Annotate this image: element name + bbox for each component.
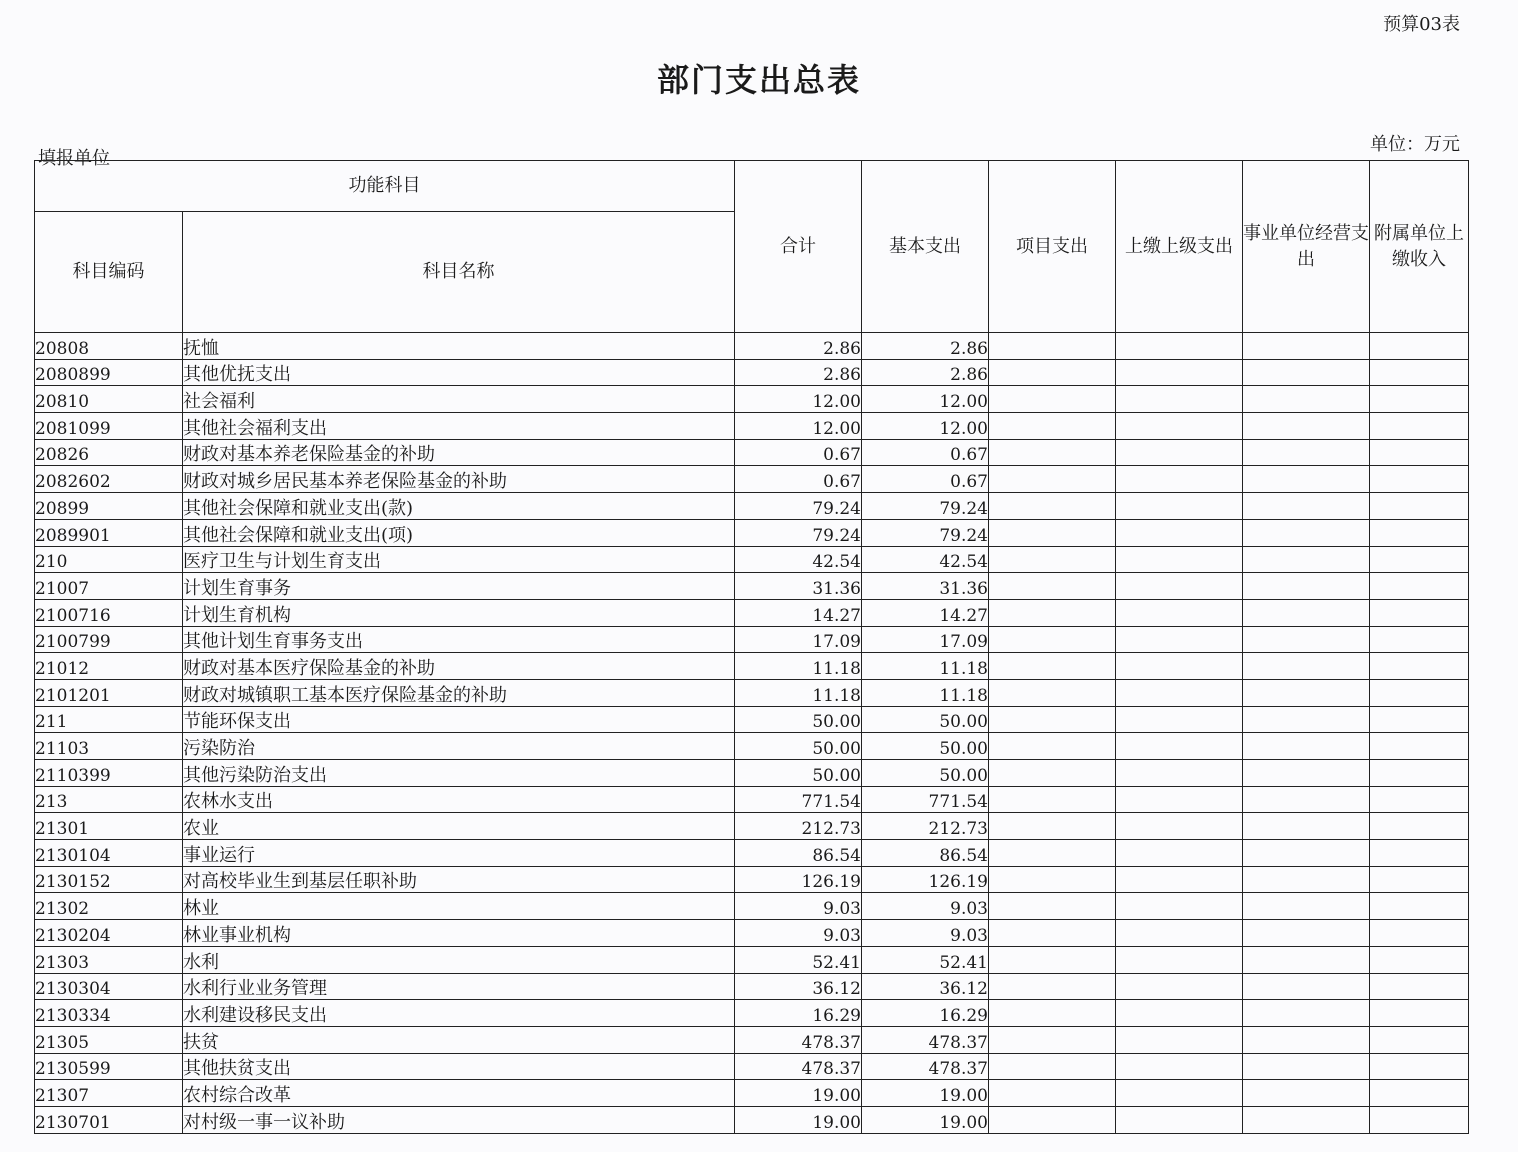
subject-code-cell: 20810 [35,386,183,413]
table-row [35,840,1469,867]
table-row [35,866,1469,893]
subunit-remittance-cell [1370,866,1469,893]
subject-code-cell: 20808 [35,333,183,360]
project-expenditure-cell [989,653,1116,680]
basic-expenditure-cell: 212.73 [862,813,989,840]
subject-code-cell: 2130204 [35,920,183,947]
business-expenditure-cell [1243,359,1370,386]
subject-name-cell: 节能环保支出 [183,706,735,733]
table-row [35,1106,1469,1133]
basic-expenditure-cell: 14.27 [862,599,989,626]
table-row [35,466,1469,493]
table-row [35,653,1469,680]
table-row [35,920,1469,947]
subject-name-cell: 污染防治 [183,733,735,760]
page-title: 部门支出总表 [656,61,861,99]
project-expenditure-cell [989,493,1116,520]
business-expenditure-cell [1243,519,1370,546]
table-row [35,599,1469,626]
form-number: 预算03表 [1383,14,1460,35]
project-expenditure-cell [989,333,1116,360]
basic-expenditure-cell: 478.37 [862,1053,989,1080]
total-cell: 11.18 [735,653,862,680]
basic-expenditure-cell: 79.24 [862,493,989,520]
subject-name-cell: 其他社会保障和就业支出(项) [183,519,735,546]
header-subject-name: 科目名称 [183,212,735,333]
basic-expenditure-cell: 9.03 [862,920,989,947]
header-project-expenditure: 项目支出 [989,161,1116,333]
unit-label: 单位：万元 [1370,134,1460,155]
subject-name-cell: 农业 [183,813,735,840]
basic-expenditure-cell: 771.54 [862,786,989,813]
upper-remittance-cell [1116,1026,1243,1053]
header-subject-code: 科目编码 [35,212,183,333]
subject-name-cell: 对村级一事一议补助 [183,1106,735,1133]
business-expenditure-cell [1243,626,1370,653]
business-expenditure-cell [1243,893,1370,920]
table-row [35,1026,1469,1053]
subunit-remittance-cell [1370,519,1469,546]
upper-remittance-cell [1116,679,1243,706]
subject-name-cell: 医疗卫生与计划生育支出 [183,546,735,573]
subject-code-cell: 2130701 [35,1106,183,1133]
total-cell: 19.00 [735,1080,862,1107]
subject-code-cell: 213 [35,786,183,813]
business-expenditure-cell [1243,599,1370,626]
upper-remittance-cell [1116,1080,1243,1107]
business-expenditure-cell [1243,493,1370,520]
upper-remittance-cell [1116,706,1243,733]
subject-code-cell: 21305 [35,1026,183,1053]
basic-expenditure-cell: 19.00 [862,1080,989,1107]
upper-remittance-cell [1116,519,1243,546]
project-expenditure-cell [989,386,1116,413]
business-expenditure-cell [1243,1026,1370,1053]
total-cell: 52.41 [735,946,862,973]
basic-expenditure-cell: 31.36 [862,573,989,600]
project-expenditure-cell [989,733,1116,760]
total-cell: 86.54 [735,840,862,867]
table-row [35,493,1469,520]
business-expenditure-cell [1243,386,1370,413]
upper-remittance-cell [1116,546,1243,573]
subject-name-cell: 社会福利 [183,386,735,413]
subject-code-cell: 21307 [35,1080,183,1107]
subject-code-cell: 21007 [35,573,183,600]
project-expenditure-cell [989,626,1116,653]
upper-remittance-cell [1116,439,1243,466]
business-expenditure-cell [1243,333,1370,360]
table-row [35,546,1469,573]
business-expenditure-cell [1243,546,1370,573]
project-expenditure-cell [989,1106,1116,1133]
upper-remittance-cell [1116,466,1243,493]
total-cell: 50.00 [735,706,862,733]
subject-code-cell: 21302 [35,893,183,920]
subunit-remittance-cell [1370,386,1469,413]
table-row [35,786,1469,813]
upper-remittance-cell [1116,1106,1243,1133]
subject-name-cell: 其他社会福利支出 [183,413,735,440]
subunit-remittance-cell [1370,1000,1469,1027]
subject-code-cell: 2082602 [35,466,183,493]
subject-code-cell: 2130104 [35,840,183,867]
upper-remittance-cell [1116,386,1243,413]
business-expenditure-cell [1243,653,1370,680]
basic-expenditure-cell: 36.12 [862,973,989,1000]
total-cell: 11.18 [735,679,862,706]
business-expenditure-cell [1243,706,1370,733]
subject-code-cell: 211 [35,706,183,733]
business-expenditure-cell [1243,973,1370,1000]
subject-code-cell: 2089901 [35,519,183,546]
table-row [35,813,1469,840]
business-expenditure-cell [1243,573,1370,600]
business-expenditure-cell [1243,1053,1370,1080]
subject-name-cell: 其他社会保障和就业支出(款) [183,493,735,520]
basic-expenditure-cell: 9.03 [862,893,989,920]
basic-expenditure-cell: 42.54 [862,546,989,573]
total-cell: 19.00 [735,1106,862,1133]
project-expenditure-cell [989,519,1116,546]
subunit-remittance-cell [1370,546,1469,573]
upper-remittance-cell [1116,493,1243,520]
subject-code-cell: 2100799 [35,626,183,653]
project-expenditure-cell [989,706,1116,733]
subunit-remittance-cell [1370,653,1469,680]
header-basic-expenditure: 基本支出 [862,161,989,333]
subunit-remittance-cell [1370,813,1469,840]
header-function-subject: 功能科目 [35,161,735,212]
subunit-remittance-cell [1370,599,1469,626]
table-row [35,359,1469,386]
table-row [35,386,1469,413]
upper-remittance-cell [1116,946,1243,973]
total-cell: 17.09 [735,626,862,653]
subject-code-cell: 210 [35,546,183,573]
table-row [35,413,1469,440]
business-expenditure-cell [1243,813,1370,840]
business-expenditure-cell [1243,1000,1370,1027]
subject-code-cell: 2110399 [35,760,183,787]
total-cell: 79.24 [735,493,862,520]
subunit-remittance-cell [1370,893,1469,920]
subject-name-cell: 计划生育事务 [183,573,735,600]
upper-remittance-cell [1116,973,1243,1000]
total-cell: 50.00 [735,733,862,760]
project-expenditure-cell [989,973,1116,1000]
project-expenditure-cell [989,546,1116,573]
subject-code-cell: 2130304 [35,973,183,1000]
business-expenditure-cell [1243,1106,1370,1133]
project-expenditure-cell [989,1000,1116,1027]
table-row [35,973,1469,1000]
total-cell: 50.00 [735,760,862,787]
expenditure-table [34,160,1469,1134]
total-cell: 2.86 [735,333,862,360]
total-cell: 478.37 [735,1053,862,1080]
total-cell: 9.03 [735,893,862,920]
table-row [35,333,1469,360]
subunit-remittance-cell [1370,920,1469,947]
total-cell: 9.03 [735,920,862,947]
project-expenditure-cell [989,599,1116,626]
subunit-remittance-cell [1370,1053,1469,1080]
subject-name-cell: 林业 [183,893,735,920]
subunit-remittance-cell [1370,706,1469,733]
upper-remittance-cell [1116,813,1243,840]
subunit-remittance-cell [1370,1026,1469,1053]
business-expenditure-cell [1243,786,1370,813]
project-expenditure-cell [989,1053,1116,1080]
business-expenditure-cell [1243,413,1370,440]
table-row [35,733,1469,760]
total-cell: 79.24 [735,519,862,546]
project-expenditure-cell [989,573,1116,600]
basic-expenditure-cell: 86.54 [862,840,989,867]
total-cell: 126.19 [735,866,862,893]
subunit-remittance-cell [1370,840,1469,867]
subunit-remittance-cell [1370,1106,1469,1133]
subunit-remittance-cell [1370,493,1469,520]
upper-remittance-cell [1116,1053,1243,1080]
subunit-remittance-cell [1370,679,1469,706]
subject-code-cell: 2101201 [35,679,183,706]
basic-expenditure-cell: 2.86 [862,333,989,360]
business-expenditure-cell [1243,946,1370,973]
subject-code-cell: 2130599 [35,1053,183,1080]
basic-expenditure-cell: 52.41 [862,946,989,973]
subject-name-cell: 财政对基本养老保险基金的补助 [183,439,735,466]
project-expenditure-cell [989,679,1116,706]
subject-name-cell: 农村综合改革 [183,1080,735,1107]
fill-unit-label: 填报单位 [38,148,110,169]
upper-remittance-cell [1116,1000,1243,1027]
total-cell: 16.29 [735,1000,862,1027]
header-upper-remittance: 上缴上级支出 [1116,161,1243,333]
subject-name-cell: 其他优抚支出 [183,359,735,386]
business-expenditure-cell [1243,1080,1370,1107]
project-expenditure-cell [989,413,1116,440]
subject-name-cell: 计划生育机构 [183,599,735,626]
upper-remittance-cell [1116,760,1243,787]
subject-code-cell: 21012 [35,653,183,680]
table-row [35,1080,1469,1107]
project-expenditure-cell [989,893,1116,920]
basic-expenditure-cell: 126.19 [862,866,989,893]
table-row [35,519,1469,546]
table-row [35,1000,1469,1027]
total-cell: 771.54 [735,786,862,813]
subject-name-cell: 事业运行 [183,840,735,867]
total-cell: 0.67 [735,466,862,493]
subject-code-cell: 21301 [35,813,183,840]
total-cell: 0.67 [735,439,862,466]
upper-remittance-cell [1116,359,1243,386]
subject-code-cell: 2080899 [35,359,183,386]
business-expenditure-cell [1243,439,1370,466]
subject-name-cell: 其他污染防治支出 [183,760,735,787]
subject-code-cell: 2130334 [35,1000,183,1027]
total-cell: 12.00 [735,386,862,413]
subunit-remittance-cell [1370,1080,1469,1107]
upper-remittance-cell [1116,866,1243,893]
subject-name-cell: 财政对基本医疗保险基金的补助 [183,653,735,680]
project-expenditure-cell [989,920,1116,947]
basic-expenditure-cell: 50.00 [862,760,989,787]
total-cell: 14.27 [735,599,862,626]
subject-code-cell: 21103 [35,733,183,760]
business-expenditure-cell [1243,733,1370,760]
subject-code-cell: 20899 [35,493,183,520]
project-expenditure-cell [989,466,1116,493]
basic-expenditure-cell: 11.18 [862,653,989,680]
upper-remittance-cell [1116,626,1243,653]
business-expenditure-cell [1243,679,1370,706]
table-row [35,626,1469,653]
upper-remittance-cell [1116,733,1243,760]
total-cell: 31.36 [735,573,862,600]
project-expenditure-cell [989,813,1116,840]
subject-name-cell: 财政对城镇职工基本医疗保险基金的补助 [183,679,735,706]
total-cell: 2.86 [735,359,862,386]
subject-name-cell: 扶贫 [183,1026,735,1053]
upper-remittance-cell [1116,599,1243,626]
subject-code-cell: 2081099 [35,413,183,440]
project-expenditure-cell [989,1026,1116,1053]
business-expenditure-cell [1243,840,1370,867]
subunit-remittance-cell [1370,760,1469,787]
header-business-expenditure: 事业单位经营支出 [1243,161,1370,333]
subject-code-cell: 2100716 [35,599,183,626]
subunit-remittance-cell [1370,333,1469,360]
subject-name-cell: 水利 [183,946,735,973]
business-expenditure-cell [1243,466,1370,493]
subunit-remittance-cell [1370,573,1469,600]
subject-name-cell: 水利行业业务管理 [183,973,735,1000]
subunit-remittance-cell [1370,786,1469,813]
project-expenditure-cell [989,840,1116,867]
table-row [35,573,1469,600]
basic-expenditure-cell: 19.00 [862,1106,989,1133]
upper-remittance-cell [1116,333,1243,360]
business-expenditure-cell [1243,760,1370,787]
project-expenditure-cell [989,439,1116,466]
total-cell: 478.37 [735,1026,862,1053]
project-expenditure-cell [989,786,1116,813]
upper-remittance-cell [1116,413,1243,440]
subunit-remittance-cell [1370,626,1469,653]
basic-expenditure-cell: 0.67 [862,439,989,466]
upper-remittance-cell [1116,653,1243,680]
basic-expenditure-cell: 12.00 [862,413,989,440]
basic-expenditure-cell: 2.86 [862,359,989,386]
header-total: 合计 [735,161,862,333]
business-expenditure-cell [1243,866,1370,893]
basic-expenditure-cell: 17.09 [862,626,989,653]
project-expenditure-cell [989,1080,1116,1107]
upper-remittance-cell [1116,893,1243,920]
project-expenditure-cell [989,760,1116,787]
business-expenditure-cell [1243,920,1370,947]
basic-expenditure-cell: 0.67 [862,466,989,493]
header-subunit-remittance: 附属单位上缴收入 [1370,161,1469,333]
subject-code-cell: 2130152 [35,866,183,893]
subject-code-cell: 20826 [35,439,183,466]
subject-name-cell: 农林水支出 [183,786,735,813]
upper-remittance-cell [1116,573,1243,600]
project-expenditure-cell [989,946,1116,973]
table-row [35,1053,1469,1080]
subunit-remittance-cell [1370,973,1469,1000]
table-row [35,760,1469,787]
subject-code-cell: 21303 [35,946,183,973]
subject-name-cell: 财政对城乡居民基本养老保险基金的补助 [183,466,735,493]
subject-name-cell: 对高校毕业生到基层任职补助 [183,866,735,893]
basic-expenditure-cell: 16.29 [862,1000,989,1027]
basic-expenditure-cell: 12.00 [862,386,989,413]
subunit-remittance-cell [1370,733,1469,760]
total-cell: 212.73 [735,813,862,840]
project-expenditure-cell [989,866,1116,893]
project-expenditure-cell [989,359,1116,386]
table-row [35,893,1469,920]
subunit-remittance-cell [1370,439,1469,466]
basic-expenditure-cell: 50.00 [862,733,989,760]
subunit-remittance-cell [1370,466,1469,493]
basic-expenditure-cell: 478.37 [862,1026,989,1053]
upper-remittance-cell [1116,786,1243,813]
subunit-remittance-cell [1370,946,1469,973]
subject-name-cell: 水利建设移民支出 [183,1000,735,1027]
subject-name-cell: 其他扶贫支出 [183,1053,735,1080]
basic-expenditure-cell: 79.24 [862,519,989,546]
table-row [35,706,1469,733]
total-cell: 12.00 [735,413,862,440]
table-row [35,439,1469,466]
table-row [35,946,1469,973]
total-cell: 42.54 [735,546,862,573]
table-row [35,679,1469,706]
subject-name-cell: 其他计划生育事务支出 [183,626,735,653]
subunit-remittance-cell [1370,413,1469,440]
basic-expenditure-cell: 50.00 [862,706,989,733]
subject-name-cell: 抚恤 [183,333,735,360]
upper-remittance-cell [1116,840,1243,867]
upper-remittance-cell [1116,920,1243,947]
total-cell: 36.12 [735,973,862,1000]
basic-expenditure-cell: 11.18 [862,679,989,706]
subunit-remittance-cell [1370,359,1469,386]
subject-name-cell: 林业事业机构 [183,920,735,947]
